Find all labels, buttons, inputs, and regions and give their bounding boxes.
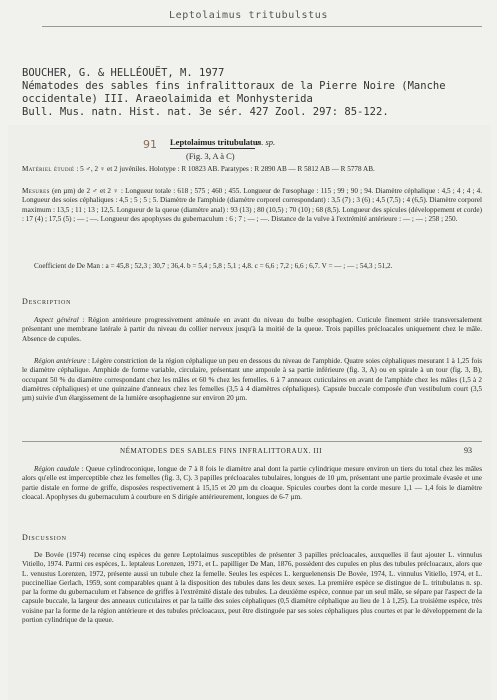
discussion-paragraph: De Bovée (1974) recense cinq espèces du genre Leptolaimus susceptibles de présenter 3 papilles précloacales, auxquelles il faut ajouter L. vinnulus Vitiello, 1974. Parmi ces espèces, L. leptaleus Lorenzen, 1971, et L. papilliger De Man, 1876, possèdent des cupules en plus des tubules précloacaux, alors que L. venustus Lorenzen, 1972, présente aussi un tubule chez la femelle. Seules les espèces L. kerguelenensis De Bovée, 1974, L. vinnulus Vitiello, 1974, et L. puccinelliae Gerlach, 1959, sont comparables quant à la disposition des tubules dans les deux sexes. La première espèce se distingue de L. tritubulatus n. sp. par la forme du gubernaculum et l'absence de griffes à l'extrémité distale des tubules. La deuxième espèce, connue par un seul mâle, se sépare par l'aspect de la capsule buccale, la largeur des anneaux cuticulaires et par la taille des soies céphaliques (0,5 diamètre céphalique au lieu de 1 à 1,25). La troisième espèce, très voisine par la forme de la région antérieure et des tubules précloacaux, peut être distinguée par ses soies céphaliques plus courtes et par le développement de la portion cylindrique de la queue.	[22, 551, 482, 625]
anterior-region-label: Région antérieure	[34, 357, 86, 365]
header-rule	[42, 26, 482, 27]
coefficients-text: Coefficient de De Man : a = 45,8 ; 52,3 ; 30,7 ; 36,4. b = 5,4 ; 5,8 ; 5,1 ; 4,8. c = 6,6 ; 7,2 ; 6,6 ; 6,7. V = — ; — ; 54,3 ; 51,2.	[34, 262, 393, 270]
page-header-title: Leptolaimus tritubulstus	[169, 10, 328, 21]
material-paragraph	[22, 165, 482, 174]
reference-title-line-1: Nématodes des sables fins infralittoraux de la Pierre Noire (Manche	[22, 80, 446, 92]
description-heading: Description	[22, 297, 72, 306]
page-number: 93	[464, 446, 472, 455]
general-aspect-text: : Région antérieure progressivement atténuée en avant du niveau du bulbe œsophagien. Cuticule finement striée transversalement présentant une membrane latérale à partir du niveau du collier nerveux jusqu'à la moitié de la queue. Trois papilles précloacales uniquement chez le mâle. Absence de cupules.	[22, 316, 482, 343]
anterior-region-text: : Légère constriction de la région céphalique un peu en dessous du niveau de l'amphide. Quatre soies céphaliques mesurant 1 à 1,25 fois le diamètre céphalique. Amphide de forme variable, circulaire, présentant une ampoule à sa partie inférieure (fig. 3, A) ou en spirale à un tour (fig. 3, B), occupant 50 % du diamètre correspondant chez les mâles et 60 % chez les femelles. 6 à 7 anneaux cuticulaires en avant de l'amphide chez les mâles (1,5 à 2 diamètres céphaliques) et une quinzaine d'anneaux chez les femelles (3,5 à 4 diamètres céphaliques). Capsule buccale composée d'un vestibulum court (3,5 µm) suivie d'un élargissement de la lumière œsophagienne sur environ 20 µm.	[22, 357, 483, 403]
measures-text: (en µm) de 2 ♂ et 2 ♀ : Longueur totale : 618 ; 575 ; 460 ; 455. Longueur de l'œsophage : 115 ; 99 ; 90 ; 94. Diamètre céphalique : 4,5 ; 4 ; 4 ; 4. Longueur des soies céphaliques : 4,5 ; 5 ; 5 ; 5. Diamètre de l'amphide (diamètre corporel correspondant) : 3,5 (7) ; 3 (6) ; 4,5 (7,5) ; 4 (6,5). Diamètre corporel maximum : 13,5 ; 11 ; 13 ; 12,5. Longueur de la queue (diamètre anal) : 93 (13) ; 80 (10,5) ; 70 (10) ; 68 (8,5). Longueur des spicules (développement et corde) : 17 (4) ; 17,5 (5) ; — ; —. Longueur des apophyses du gubernaculum : 6 ; 7 ; — ; —. Distance de la vulve à l'extrémité antérieure : — ; — ; 258 ; 250.	[22, 187, 482, 223]
caudal-region-text: : Queue cylindroconique, longue de 7 à 8 fois le diamètre anal dont la partie cylindrique mesure environ un tiers du total chez les mâles alors qu'elle est imperceptible chez les femelles (fig. 3, C). 3 papilles précloacales tubulaires, longues de 10 µm, présentant une partie proximale évasée et une partie distale en forme de griffe, disposées respectivement à 15,15 et 20 µm du cloaque. Spicules courbes dont la corde mesure 1,1 — 1,4 fois le diamètre cloacal. Apophyses du gubernaculum à courbure en S dirigée antérieurement, longues de 6-7 µm.	[22, 465, 482, 501]
deman-coefficients	[22, 262, 482, 271]
species-name-underline	[170, 148, 255, 149]
reference-title-line-2: occidentale) III. Araeolaimida et Monhysterida	[22, 93, 313, 105]
bibliographic-reference	[22, 67, 446, 119]
figure-reference: (Fig. 3, A à C)	[186, 151, 235, 161]
species-name: Leptolaimus tritubulatus	[170, 137, 261, 147]
handwritten-annotation: 91	[143, 138, 157, 151]
general-aspect-label: Aspect général	[34, 316, 79, 324]
running-head: NÉMATODES DES SABLES FINS INFRALITTORAUX. III	[120, 447, 323, 455]
general-aspect-paragraph	[22, 316, 482, 344]
measures-label: Mesures	[22, 187, 50, 195]
measures-paragraph	[22, 187, 482, 224]
caudal-region-label: Région caudale	[34, 465, 80, 473]
caudal-region-paragraph	[22, 465, 482, 502]
discussion-heading: Discussion	[22, 533, 67, 542]
material-text: : 5 ♂, 2 ♀ et 2 juvéniles. Holotype : R 10823 AB. Paratypes : R 2890 AB — R 5812 AB — R 5778 AB.	[76, 165, 375, 173]
species-suffix: n. sp.	[257, 137, 276, 147]
page-break-rule	[22, 441, 482, 442]
material-label: Matériel étudié	[22, 165, 75, 173]
anterior-region-paragraph	[22, 357, 482, 403]
reference-authors: BOUCHER, G. & HELLÉOUËT, M. 1977	[22, 67, 225, 79]
reference-journal: Bull. Mus. natn. Hist. nat. 3e sér. 427 Zool. 297: 85-122.	[22, 106, 389, 118]
